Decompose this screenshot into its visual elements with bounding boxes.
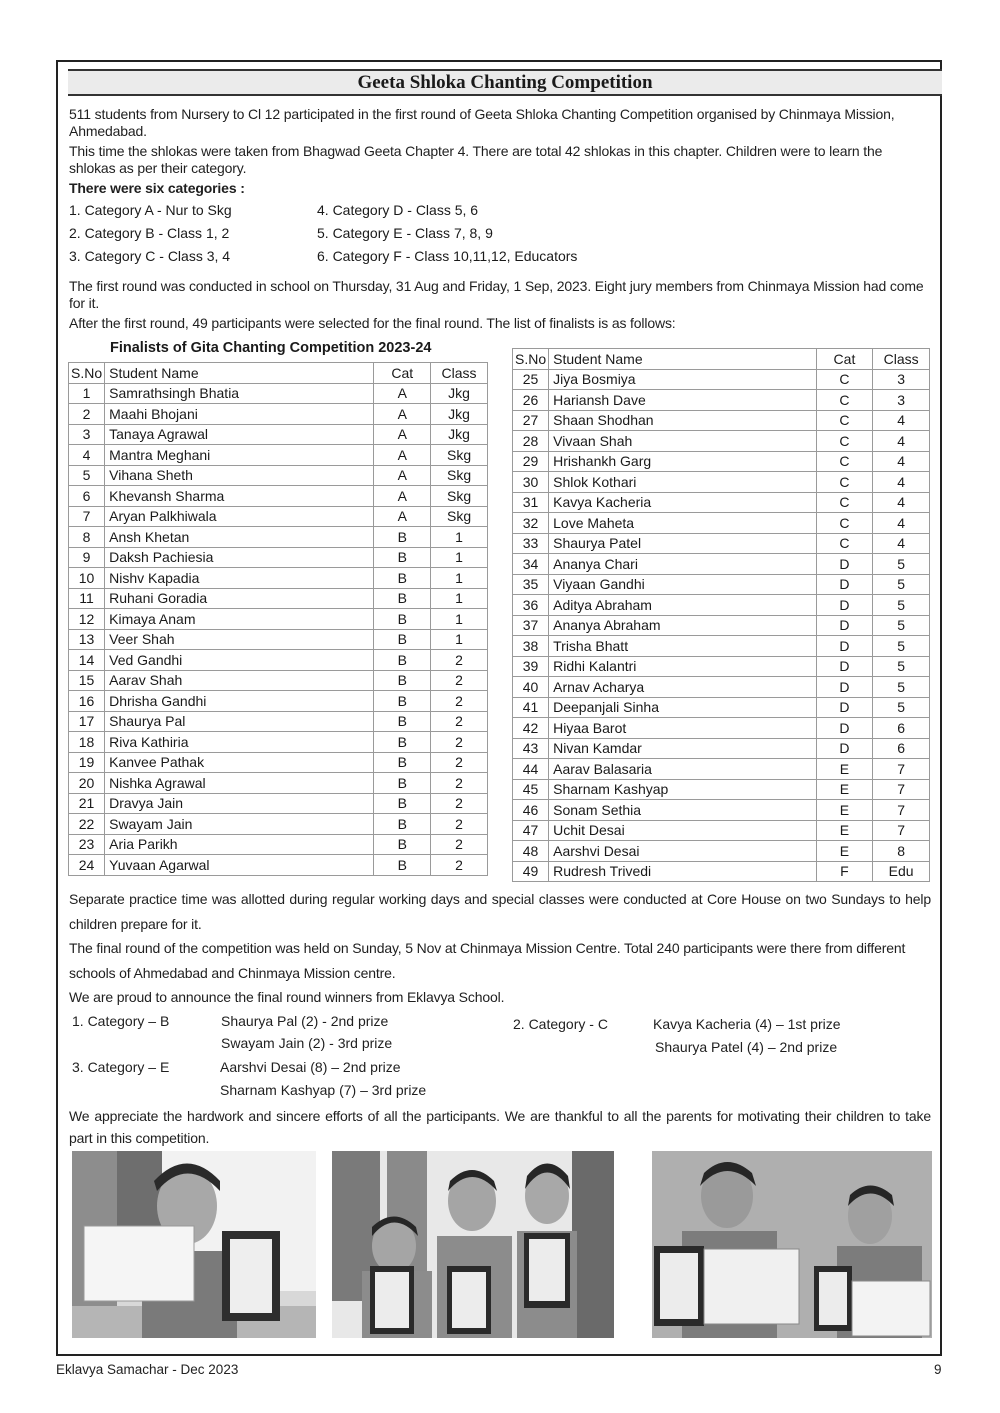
cell-category: C <box>816 533 873 554</box>
cell-category: D <box>816 697 873 718</box>
cell-class: 3 <box>873 369 930 390</box>
cell-sno: 19 <box>69 752 105 773</box>
table-row <box>513 738 930 759</box>
table-row <box>69 711 488 732</box>
cell-sno: 34 <box>513 554 549 575</box>
photo-three-students-with-plaques <box>332 1151 614 1338</box>
table-row <box>513 492 930 513</box>
cell-class: 8 <box>873 841 930 862</box>
cell-student-name: Ananya Chari <box>549 554 817 575</box>
cell-class: Skg <box>431 465 488 486</box>
cell-student-name: Shaan Shodhan <box>549 410 817 431</box>
table-row <box>69 527 488 548</box>
finalists-table-caption: Finalists of Gita Chanting Competition 2023-24 <box>110 340 432 356</box>
cell-sno: 3 <box>69 424 105 445</box>
table-row <box>513 656 930 677</box>
table-row <box>513 615 930 636</box>
table-row <box>513 369 930 390</box>
cell-student-name: Riva Kathiria <box>105 732 374 753</box>
footer-publication: Eklavya Samachar - Dec 2023 <box>56 1362 239 1377</box>
cell-student-name: Veer Shah <box>105 629 374 650</box>
cell-category: B <box>374 670 431 691</box>
cell-category: B <box>374 527 431 548</box>
winner-photo-1 <box>72 1151 316 1338</box>
column-header-sno: S.No <box>69 363 105 384</box>
cell-class: 4 <box>873 472 930 493</box>
table-row <box>513 554 930 575</box>
cell-student-name: Aditya Abraham <box>549 595 817 616</box>
column-header-name: Student Name <box>549 349 817 370</box>
cell-student-name: Uchit Desai <box>549 820 817 841</box>
cell-sno: 15 <box>69 670 105 691</box>
cell-student-name: Deepanjali Sinha <box>549 697 817 718</box>
cell-sno: 40 <box>513 677 549 698</box>
cell-student-name: Arnav Acharya <box>549 677 817 698</box>
final-round-section <box>69 887 931 1010</box>
cell-class: 6 <box>873 738 930 759</box>
cell-class: Skg <box>431 506 488 527</box>
cell-category: C <box>816 369 873 390</box>
table-row <box>513 513 930 534</box>
cell-class: 1 <box>431 568 488 589</box>
cell-student-name: Shlok Kothari <box>549 472 817 493</box>
cell-class: 4 <box>873 513 930 534</box>
finalists-table-right-body <box>513 369 930 882</box>
cell-category: B <box>374 547 431 568</box>
table-row <box>69 752 488 773</box>
cell-student-name: Swayam Jain <box>105 814 374 835</box>
finalists-table-left-body <box>69 383 488 875</box>
cell-sno: 7 <box>69 506 105 527</box>
cell-sno: 46 <box>513 800 549 821</box>
first-round-paragraph-1: The first round was conducted in school on Thursday, 31 Aug and Friday, 1 Sep, 2023. Eight jury members from Chinmaya Mission had come for it. <box>69 278 924 311</box>
cell-sno: 31 <box>513 492 549 513</box>
cell-sno: 12 <box>69 609 105 630</box>
winner-category: 1. Category – B <box>72 1013 170 1029</box>
cell-class: 2 <box>431 814 488 835</box>
cell-class: 5 <box>873 554 930 575</box>
cell-category: D <box>816 636 873 657</box>
closing-paragraph: We appreciate the hardwork and sincere efforts of all the participants. We are thankful to all the parents for motivating their children to take part in this competition. <box>69 1108 931 1146</box>
cell-category: B <box>374 732 431 753</box>
cell-sno: 45 <box>513 779 549 800</box>
table-row <box>513 533 930 554</box>
table-row <box>69 506 488 527</box>
cell-category: E <box>816 841 873 862</box>
category-item: 4. Category D - Class 5, 6 <box>317 202 479 218</box>
cell-sno: 41 <box>513 697 549 718</box>
category-item: 2. Category B - Class 1, 2 <box>69 225 230 241</box>
cell-category: B <box>374 752 431 773</box>
table-row <box>69 404 488 425</box>
table-row <box>69 609 488 630</box>
table-row <box>69 465 488 486</box>
cell-class: 1 <box>431 629 488 650</box>
cell-student-name: Dhrisha Gandhi <box>105 691 374 712</box>
cell-sno: 2 <box>69 404 105 425</box>
cell-class: Jkg <box>431 404 488 425</box>
cell-sno: 10 <box>69 568 105 589</box>
cell-student-name: Shaurya Pal <box>105 711 374 732</box>
winner-result: Kavya Kacheria (4) – 1st prize <box>653 1016 841 1032</box>
table-row <box>513 718 930 739</box>
cell-class: 2 <box>431 691 488 712</box>
cell-student-name: Rudresh Trivedi <box>549 861 817 882</box>
winner-category: 2. Category - C <box>513 1016 608 1032</box>
cell-sno: 4 <box>69 445 105 466</box>
winner-result: Swayam Jain (2) - 3rd prize <box>221 1035 393 1051</box>
table-header-row <box>69 363 488 384</box>
intro-section <box>69 106 931 197</box>
cell-student-name: Nivan Kamdar <box>549 738 817 759</box>
cell-sno: 22 <box>69 814 105 835</box>
cell-class: 3 <box>873 390 930 411</box>
categories-heading: There were six categories : <box>69 180 245 196</box>
winner-photo-2 <box>332 1151 614 1338</box>
cell-category: B <box>374 588 431 609</box>
cell-category: D <box>816 738 873 759</box>
cell-sno: 44 <box>513 759 549 780</box>
cell-category: E <box>816 759 873 780</box>
cell-category: A <box>374 424 431 445</box>
page-title: Geeta Shloka Chanting Competition <box>357 72 653 93</box>
cell-sno: 11 <box>69 588 105 609</box>
table-row <box>513 841 930 862</box>
cell-class: 6 <box>873 718 930 739</box>
table-row <box>513 431 930 452</box>
table-row <box>69 588 488 609</box>
cell-student-name: Ruhani Goradia <box>105 588 374 609</box>
cell-category: D <box>816 574 873 595</box>
table-row <box>513 800 930 821</box>
cell-category: A <box>374 445 431 466</box>
table-row <box>513 636 930 657</box>
column-header-cat: Cat <box>374 363 431 384</box>
cell-sno: 29 <box>513 451 549 472</box>
cell-sno: 42 <box>513 718 549 739</box>
cell-class: 5 <box>873 677 930 698</box>
cell-class: 5 <box>873 656 930 677</box>
cell-class: 4 <box>873 410 930 431</box>
cell-sno: 25 <box>513 369 549 390</box>
cell-student-name: Hiyaa Barot <box>549 718 817 739</box>
cell-sno: 32 <box>513 513 549 534</box>
cell-student-name: Hariansh Dave <box>549 390 817 411</box>
cell-class: 1 <box>431 547 488 568</box>
finalists-table-left <box>68 362 488 876</box>
final-round-paragraph-2: The final round of the competition was held on Sunday, 5 Nov at Chinmaya Mission Centre. Total 240 participants were there from different schools of Ahmedabad and Chinmaya Mission centre. <box>69 940 906 981</box>
cell-category: B <box>374 609 431 630</box>
cell-category: C <box>816 390 873 411</box>
cell-category: B <box>374 568 431 589</box>
cell-sno: 30 <box>513 472 549 493</box>
category-item: 5. Category E - Class 7, 8, 9 <box>317 225 493 241</box>
cell-student-name: Nishka Agrawal <box>105 773 374 794</box>
cell-category: C <box>816 451 873 472</box>
table-row <box>69 732 488 753</box>
cell-student-name: Yuvaan Agarwal <box>105 855 374 876</box>
first-round-section <box>69 278 931 332</box>
table-row <box>513 410 930 431</box>
table-row <box>69 793 488 814</box>
cell-class: 2 <box>431 711 488 732</box>
cell-category: B <box>374 834 431 855</box>
cell-class: Edu <box>873 861 930 882</box>
cell-student-name: Samrathsingh Bhatia <box>105 383 374 404</box>
winner-category: 3. Category – E <box>72 1059 170 1075</box>
winner-photo-3 <box>652 1151 932 1338</box>
cell-category: D <box>816 656 873 677</box>
table-row <box>513 779 930 800</box>
cell-sno: 8 <box>69 527 105 548</box>
photo-strip <box>72 1151 932 1338</box>
table-row <box>69 855 488 876</box>
cell-class: 2 <box>431 752 488 773</box>
cell-sno: 24 <box>69 855 105 876</box>
cell-sno: 5 <box>69 465 105 486</box>
table-row <box>69 650 488 671</box>
cell-student-name: Ananya Abraham <box>549 615 817 636</box>
cell-category: D <box>816 595 873 616</box>
cell-sno: 13 <box>69 629 105 650</box>
table-row <box>513 759 930 780</box>
cell-class: 2 <box>431 855 488 876</box>
cell-student-name: Vihana Sheth <box>105 465 374 486</box>
cell-sno: 17 <box>69 711 105 732</box>
cell-class: Jkg <box>431 424 488 445</box>
cell-class: 5 <box>873 636 930 657</box>
cell-sno: 39 <box>513 656 549 677</box>
cell-category: F <box>816 861 873 882</box>
cell-student-name: Kimaya Anam <box>105 609 374 630</box>
cell-sno: 27 <box>513 410 549 431</box>
cell-class: 2 <box>431 793 488 814</box>
cell-class: 5 <box>873 615 930 636</box>
cell-category: C <box>816 431 873 452</box>
cell-class: 4 <box>873 431 930 452</box>
cell-class: 1 <box>431 527 488 548</box>
cell-class: 2 <box>431 650 488 671</box>
cell-category: B <box>374 855 431 876</box>
photo-student-with-plaque <box>72 1151 316 1338</box>
cell-category: E <box>816 820 873 841</box>
category-item: 3. Category C - Class 3, 4 <box>69 248 231 264</box>
cell-class: Skg <box>431 445 488 466</box>
cell-sno: 47 <box>513 820 549 841</box>
cell-class: 2 <box>431 773 488 794</box>
cell-category: E <box>816 800 873 821</box>
cell-category: D <box>816 718 873 739</box>
table-row <box>69 486 488 507</box>
table-row <box>513 574 930 595</box>
cell-class: 1 <box>431 609 488 630</box>
winners-list <box>72 1013 932 1103</box>
cell-category: D <box>816 615 873 636</box>
cell-category: A <box>374 465 431 486</box>
photo-two-students-with-awards <box>652 1151 932 1338</box>
table-row <box>69 834 488 855</box>
cell-sno: 18 <box>69 732 105 753</box>
finalists-table-right <box>512 348 930 882</box>
winner-result: Shaurya Pal (2) - 2nd prize <box>221 1013 389 1029</box>
cell-category: B <box>374 711 431 732</box>
cell-category: B <box>374 793 431 814</box>
category-item: 6. Category F - Class 10,11,12, Educators <box>317 248 578 264</box>
cell-student-name: Kavya Kacheria <box>549 492 817 513</box>
table-row <box>69 670 488 691</box>
cell-class: 1 <box>431 588 488 609</box>
cell-sno: 23 <box>69 834 105 855</box>
cell-sno: 37 <box>513 615 549 636</box>
table-row <box>513 451 930 472</box>
cell-student-name: Jiya Bosmiya <box>549 369 817 390</box>
cell-category: D <box>816 677 873 698</box>
cell-student-name: Mantra Meghani <box>105 445 374 466</box>
table-row <box>69 445 488 466</box>
winner-result: Sharnam Kashyap (7) – 3rd prize <box>220 1082 427 1098</box>
cell-student-name: Ridhi Kalantri <box>549 656 817 677</box>
cell-student-name: Ved Gandhi <box>105 650 374 671</box>
column-header-sno: S.No <box>513 349 549 370</box>
cell-category: E <box>816 779 873 800</box>
category-item: 1. Category A - Nur to Skg <box>69 202 232 218</box>
table-row <box>513 595 930 616</box>
cell-student-name: Hrishankh Garg <box>549 451 817 472</box>
table-row <box>513 697 930 718</box>
cell-category: A <box>374 404 431 425</box>
table-row <box>69 568 488 589</box>
table-row <box>69 629 488 650</box>
column-header-name: Student Name <box>105 363 374 384</box>
cell-class: 2 <box>431 670 488 691</box>
cell-student-name: Shaurya Patel <box>549 533 817 554</box>
cell-class: 2 <box>431 732 488 753</box>
cell-category: C <box>816 513 873 534</box>
cell-sno: 38 <box>513 636 549 657</box>
cell-sno: 43 <box>513 738 549 759</box>
cell-class: Jkg <box>431 383 488 404</box>
cell-category: C <box>816 492 873 513</box>
title-bar <box>68 69 942 96</box>
cell-sno: 33 <box>513 533 549 554</box>
cell-student-name: Aryan Palkhiwala <box>105 506 374 527</box>
cell-sno: 14 <box>69 650 105 671</box>
table-row <box>69 814 488 835</box>
cell-student-name: Sharnam Kashyap <box>549 779 817 800</box>
table-row <box>69 383 488 404</box>
cell-category: C <box>816 410 873 431</box>
cell-category: B <box>374 691 431 712</box>
cell-sno: 35 <box>513 574 549 595</box>
cell-sno: 6 <box>69 486 105 507</box>
cell-student-name: Maahi Bhojani <box>105 404 374 425</box>
cell-student-name: Sonam Sethia <box>549 800 817 821</box>
cell-class: 5 <box>873 574 930 595</box>
cell-category: B <box>374 629 431 650</box>
intro-paragraph-1: 511 students from Nursery to Cl 12 participated in the first round of Geeta Shloka Chanting Competition organised by Chinmaya Mission, Ahmedabad. <box>69 106 895 139</box>
cell-sno: 36 <box>513 595 549 616</box>
table-row <box>513 820 930 841</box>
cell-category: A <box>374 383 431 404</box>
cell-student-name: Aria Parikh <box>105 834 374 855</box>
cell-student-name: Tanaya Agrawal <box>105 424 374 445</box>
cell-student-name: Aarav Balasaria <box>549 759 817 780</box>
cell-student-name: Aarav Shah <box>105 670 374 691</box>
cell-class: 4 <box>873 451 930 472</box>
final-round-paragraph-1: Separate practice time was allotted during regular working days and special classes were conducted at Core House on two Sundays to help children prepare for it. <box>69 891 931 932</box>
column-header-class: Class <box>873 349 930 370</box>
table-row <box>69 691 488 712</box>
footer-page-number: 9 <box>934 1362 942 1377</box>
cell-sno: 16 <box>69 691 105 712</box>
cell-student-name: Ansh Khetan <box>105 527 374 548</box>
cell-category: B <box>374 650 431 671</box>
table-row <box>69 773 488 794</box>
cell-class: 4 <box>873 492 930 513</box>
cell-student-name: Daksh Pachiesia <box>105 547 374 568</box>
cell-sno: 1 <box>69 383 105 404</box>
cell-student-name: Kanvee Pathak <box>105 752 374 773</box>
cell-class: 2 <box>431 834 488 855</box>
cell-sno: 9 <box>69 547 105 568</box>
cell-class: Skg <box>431 486 488 507</box>
cell-class: 4 <box>873 533 930 554</box>
cell-category: D <box>816 554 873 575</box>
cell-student-name: Trisha Bhatt <box>549 636 817 657</box>
table-row <box>69 424 488 445</box>
cell-sno: 48 <box>513 841 549 862</box>
cell-category: B <box>374 773 431 794</box>
intro-paragraph-2: This time the shlokas were taken from Bhagwad Geeta Chapter 4. There are total 42 shlokas in this chapter. Children were to learn the shlokas as per their category. <box>69 143 883 176</box>
table-row <box>69 547 488 568</box>
table-row <box>513 861 930 882</box>
winner-result: Aarshvi Desai (8) – 2nd prize <box>220 1059 401 1075</box>
cell-class: 7 <box>873 800 930 821</box>
cell-class: 5 <box>873 595 930 616</box>
cell-sno: 26 <box>513 390 549 411</box>
final-round-paragraph-3: We are proud to announce the final round winners from Eklavya School. <box>69 989 505 1005</box>
cell-sno: 21 <box>69 793 105 814</box>
cell-class: 7 <box>873 779 930 800</box>
cell-student-name: Dravya Jain <box>105 793 374 814</box>
cell-student-name: Aarshvi Desai <box>549 841 817 862</box>
cell-category: A <box>374 506 431 527</box>
cell-sno: 28 <box>513 431 549 452</box>
cell-category: C <box>816 472 873 493</box>
cell-sno: 20 <box>69 773 105 794</box>
first-round-paragraph-2: After the first round, 49 participants were selected for the final round. The list of finalists is as follows: <box>69 315 676 331</box>
column-header-cat: Cat <box>816 349 873 370</box>
table-header-row <box>513 349 930 370</box>
cell-category: A <box>374 486 431 507</box>
table-row <box>513 472 930 493</box>
cell-student-name: Nishv Kapadia <box>105 568 374 589</box>
cell-student-name: Vivaan Shah <box>549 431 817 452</box>
cell-sno: 49 <box>513 861 549 882</box>
table-row <box>513 677 930 698</box>
table-row <box>513 390 930 411</box>
column-header-class: Class <box>431 363 488 384</box>
cell-category: B <box>374 814 431 835</box>
cell-student-name: Love Maheta <box>549 513 817 534</box>
winner-result: Shaurya Patel (4) – 2nd prize <box>655 1039 838 1055</box>
cell-class: 7 <box>873 759 930 780</box>
cell-class: 7 <box>873 820 930 841</box>
cell-student-name: Viyaan Gandhi <box>549 574 817 595</box>
cell-class: 5 <box>873 697 930 718</box>
cell-student-name: Khevansh Sharma <box>105 486 374 507</box>
